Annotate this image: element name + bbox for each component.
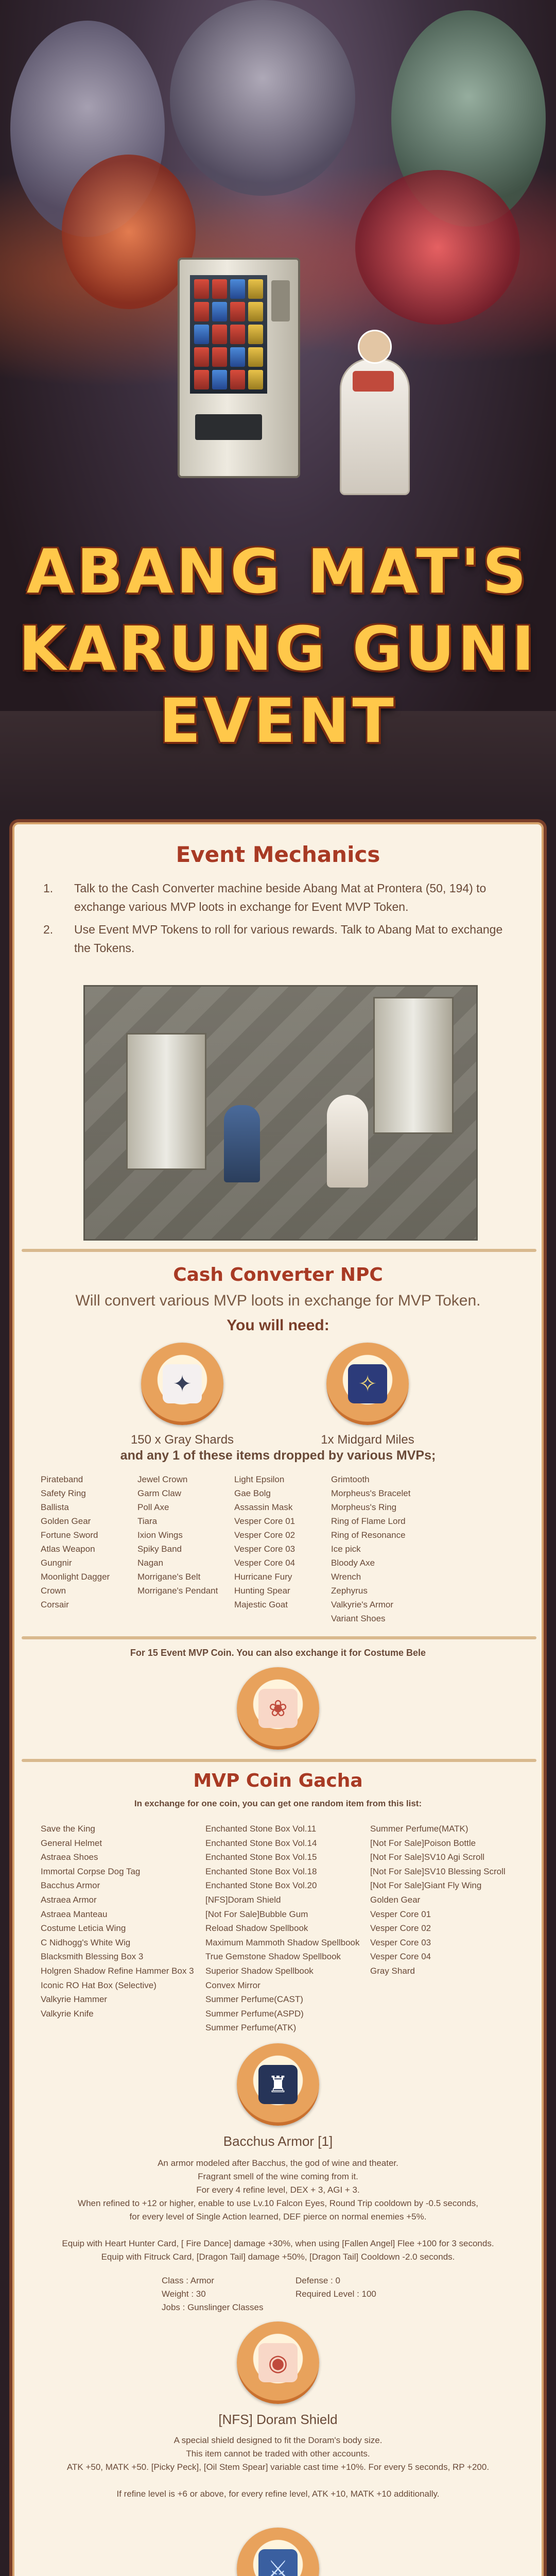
list-item: Nagan	[137, 1558, 164, 1568]
doram-shield-icon: ◉	[237, 2321, 319, 2404]
list-item: Vesper Core 03	[234, 1544, 296, 1554]
list-item: Poll Axe	[137, 1502, 169, 1512]
list-item: Vesper Core 04	[370, 1952, 431, 1962]
list-item: [Not For Sale]Poison Bottle	[370, 1838, 476, 1848]
mvp-item-column	[331, 1472, 428, 1625]
description-line: For every 4 refine level, DEX + 3, AGI + 3.	[196, 2185, 360, 2195]
list-item: Light Epsilon	[234, 1475, 285, 1484]
screenshot-npc	[327, 1095, 368, 1188]
list-item: Grimtooth	[331, 1475, 370, 1484]
doram-shield-name: [NFS] Doram Shield	[218, 2412, 338, 2427]
description-line: Equip with Heart Hunter Card, [ Fire Dance] damage +30%, when using [Fallen Angel] Flee +100 for 3 seconds.	[62, 2239, 494, 2248]
mvp-item-column	[41, 1472, 137, 1625]
list-item: C Nidhogg's White Wig	[41, 1937, 131, 1947]
need-label: You will need:	[227, 1317, 329, 1334]
description-line: ATK +50, MATK +50. [Picky Peck], [Oil Stem Spear] variable cast time +10%. For every 5 seconds, RP +200.	[66, 2462, 490, 2472]
list-item: Costume Leticia Wing	[41, 1923, 126, 1934]
description-line: Equip with Fitruck Card, [Dragon Tail] damage +50%, [Dragon Tail] Cooldown -2.0 seconds.	[101, 2252, 455, 2262]
list-item: Gae Bolg	[234, 1488, 271, 1498]
midgard-miles-icon: ✧	[326, 1343, 409, 1425]
list-item: Enchanted Stone Box Vol.18	[205, 1866, 317, 1876]
list-item: True Gemstone Shadow Spellbook	[205, 1952, 341, 1962]
list-item: Morpheus's Bracelet	[331, 1488, 411, 1498]
gray-shard-icon: ✦	[141, 1343, 223, 1425]
list-item: Vesper Core 03	[370, 1937, 431, 1947]
list-item: Wrench	[331, 1572, 361, 1582]
list-item: Tiara	[137, 1516, 158, 1526]
gacha-title: MVP Coin Gacha	[193, 1770, 363, 1791]
list-item: Holgren Shadow Refine Hammer Box 3	[41, 1965, 194, 1976]
costume-bele-note: For 15 Event MVP Coin. You can also exchange it for Costume Bele	[130, 1648, 426, 1658]
screenshot-machine	[126, 1033, 206, 1170]
bacchus-armor-icon: ♜	[237, 2043, 319, 2126]
list-item: Zephyrus	[331, 1586, 368, 1596]
save-the-king-icon: ⚔	[237, 2528, 319, 2576]
requirement-midgard-miles: 1x Midgard Miles	[321, 1433, 414, 1447]
mechanics-list	[43, 879, 517, 961]
list-item: Superior Shadow Spellbook	[205, 1965, 314, 1976]
list-item: Spiky Band	[137, 1544, 182, 1554]
list-item: Enchanted Stone Box Vol.11	[205, 1824, 317, 1834]
bacchus-armor-description	[33, 2157, 523, 2264]
step-number: 1.	[43, 882, 54, 895]
game-screenshot	[83, 985, 478, 1241]
list-item: Safety Ring	[41, 1488, 86, 1498]
list-item: Valkyrie Knife	[41, 2008, 94, 2019]
list-item: [NFS]Doram Shield	[205, 1894, 281, 1905]
list-item: Vesper Core 01	[234, 1516, 296, 1526]
list-item: Summer Perfume(CAST)	[205, 1994, 303, 2005]
vending-glass	[190, 275, 267, 394]
doram-shield-description	[33, 2434, 523, 2501]
mechanics-title: Event Mechanics	[176, 842, 380, 867]
list-item: Summer Perfume(MATK)	[370, 1824, 468, 1834]
description-line: for every level of Single Action learned, DEF pierce on normal enemies +5%.	[129, 2212, 427, 2222]
list-item: Golden Gear	[370, 1894, 421, 1905]
hero-title-line2: KARUNG GUNI	[19, 613, 537, 684]
list-item: Astraea Manteau	[41, 1909, 108, 1919]
list-item: Crown	[41, 1586, 66, 1596]
list-item: Atlas Weapon	[41, 1544, 95, 1554]
list-item: Convex Mirror	[205, 1980, 260, 1990]
list-item: Astraea Armor	[41, 1894, 97, 1905]
vending-machine-illustration	[178, 258, 300, 478]
list-item: Save the King	[41, 1824, 95, 1834]
list-item: Ballista	[41, 1502, 69, 1512]
mechanics-step	[43, 920, 517, 957]
cash-converter-title: Cash Converter NPC	[173, 1264, 383, 1285]
hero-banner	[0, 0, 556, 814]
list-item: Jewel Crown	[137, 1475, 188, 1484]
list-item: General Helmet	[41, 1838, 102, 1848]
gacha-column	[370, 1822, 535, 2035]
description-line: This item cannot be traded with other accounts.	[186, 2449, 370, 2459]
screenshot-machine	[373, 997, 454, 1134]
mechanics-step	[43, 879, 517, 916]
list-item: Gungnir	[41, 1558, 72, 1568]
hero-title-line3: EVENT	[159, 685, 397, 756]
list-item: [Not For Sale]Bubble Gum	[205, 1909, 308, 1919]
costume-bele-icon: ❀	[237, 1667, 319, 1750]
list-item: Enchanted Stone Box Vol.20	[205, 1880, 317, 1891]
list-item: Maximum Mammoth Shadow Spellbook	[205, 1937, 360, 1947]
screenshot-player	[224, 1105, 260, 1182]
mvp-monster-art	[170, 0, 355, 196]
description-line: Fragrant smell of the wine coming from it.	[198, 2172, 358, 2181]
list-item: Gray Shard	[370, 1965, 415, 1976]
list-item: Vesper Core 02	[370, 1923, 431, 1934]
vending-panel	[271, 280, 290, 321]
bacchus-armor-stats	[162, 2274, 429, 2314]
list-item: [Not For Sale]SV10 Agi Scroll	[370, 1852, 485, 1862]
gacha-subtitle: In exchange for one coin, you can get one random item from this list:	[134, 1799, 422, 1808]
list-item: Ixion Wings	[137, 1530, 183, 1540]
description-line: A special shield designed to fit the Doram's body size.	[173, 2435, 383, 2445]
list-item: Vesper Core 01	[370, 1909, 431, 1919]
list-item: Enchanted Stone Box Vol.15	[205, 1852, 317, 1862]
list-item: Enchanted Stone Box Vol.14	[205, 1838, 317, 1848]
list-item: Iconic RO Hat Box (Selective)	[41, 1980, 157, 1990]
vending-slot	[195, 414, 262, 440]
abang-mat-npc-illustration	[329, 330, 417, 495]
mvp-items-heading: and any 1 of these items dropped by various MVPs;	[120, 1448, 436, 1463]
stat-jobs: Jobs : Gunslinger Classes	[162, 2302, 264, 2312]
list-item: Bacchus Armor	[41, 1880, 100, 1891]
list-item: Ring of Flame Lord	[331, 1516, 406, 1526]
list-item: Pirateband	[41, 1475, 83, 1484]
section-divider	[22, 1249, 536, 1252]
requirement-gray-shard: 150 x Gray Shards	[130, 1433, 234, 1447]
list-item: Valkyrie's Armor	[331, 1600, 394, 1609]
list-item: Summer Perfume(ATK)	[205, 2023, 297, 2033]
section-divider	[22, 1636, 536, 1639]
list-item: Morrigane's Belt	[137, 1572, 201, 1582]
list-item: Golden Gear	[41, 1516, 91, 1526]
description-line: An armor modeled after Bacchus, the god of wine and theater.	[158, 2158, 398, 2168]
list-item: [Not For Sale]Giant Fly Wing	[370, 1880, 482, 1891]
section-divider	[22, 1759, 536, 1762]
list-item: Vesper Core 04	[234, 1558, 296, 1568]
mvp-monster-art	[62, 155, 196, 309]
list-item: Moonlight Dagger	[41, 1572, 110, 1582]
list-item: Fortune Sword	[41, 1530, 98, 1540]
description-line: If refine level is +6 or above, for every refine level, ATK +10, MATK +10 additionally.	[116, 2489, 440, 2499]
list-item: Morrigane's Pendant	[137, 1586, 218, 1596]
list-item: Summer Perfume(ASPD)	[205, 2008, 304, 2019]
list-item: Assassin Mask	[234, 1502, 293, 1512]
mvp-item-list	[41, 1472, 525, 1625]
list-item: Hurricane Fury	[234, 1572, 292, 1582]
list-item: Corsair	[41, 1600, 69, 1609]
step-number: 2.	[43, 923, 54, 936]
list-item: Ice pick	[331, 1544, 361, 1554]
stat-defense: Defense : 0	[296, 2276, 340, 2285]
list-item: Garm Claw	[137, 1488, 182, 1498]
event-content-panel	[9, 819, 547, 2576]
gacha-item-list	[41, 1822, 535, 2035]
gacha-column	[41, 1822, 205, 2035]
list-item: [Not For Sale]SV10 Blessing Scroll	[370, 1866, 506, 1876]
step-text: Talk to the Cash Converter machine beside Abang Mat at Prontera (50, 194) to exchange various MVP loots in exchange for Event MVP Token.	[74, 882, 486, 913]
list-item: Variant Shoes	[331, 1614, 386, 1623]
mvp-item-column	[137, 1472, 234, 1625]
bacchus-armor-name: Bacchus Armor [1]	[223, 2133, 333, 2149]
hero-title-line1: ABANG MAT'S	[26, 536, 530, 607]
stat-required-level: Required Level : 100	[296, 2289, 376, 2299]
list-item: Astraea Shoes	[41, 1852, 98, 1862]
gacha-column	[205, 1822, 370, 2035]
list-item: Morpheus's Ring	[331, 1502, 397, 1512]
list-item: Valkyrie Hammer	[41, 1994, 108, 2005]
list-item: Majestic Goat	[234, 1600, 288, 1609]
cash-converter-intro: Will convert various MVP loots in exchange for MVP Token.	[75, 1292, 481, 1309]
description-line: When refined to +12 or higher, enable to use Lv.10 Falcon Eyes, Round Trip cooldown by -0.5 seconds,	[78, 2198, 478, 2208]
stat-weight: Weight : 30	[162, 2289, 206, 2299]
list-item: Immortal Corpse Dog Tag	[41, 1866, 141, 1876]
list-item: Blacksmith Blessing Box 3	[41, 1952, 144, 1962]
mvp-item-column	[234, 1472, 331, 1625]
list-item: Vesper Core 02	[234, 1530, 296, 1540]
mvp-monster-art	[355, 170, 520, 325]
list-item: Bloody Axe	[331, 1558, 375, 1568]
list-item: Ring of Resonance	[331, 1530, 406, 1540]
step-text: Use Event MVP Tokens to roll for various rewards. Talk to Abang Mat to exchange the Tokens.	[74, 923, 503, 955]
list-item: Hunting Spear	[234, 1586, 290, 1596]
stat-class: Class : Armor	[162, 2276, 215, 2285]
list-item: Reload Shadow Spellbook	[205, 1923, 308, 1934]
